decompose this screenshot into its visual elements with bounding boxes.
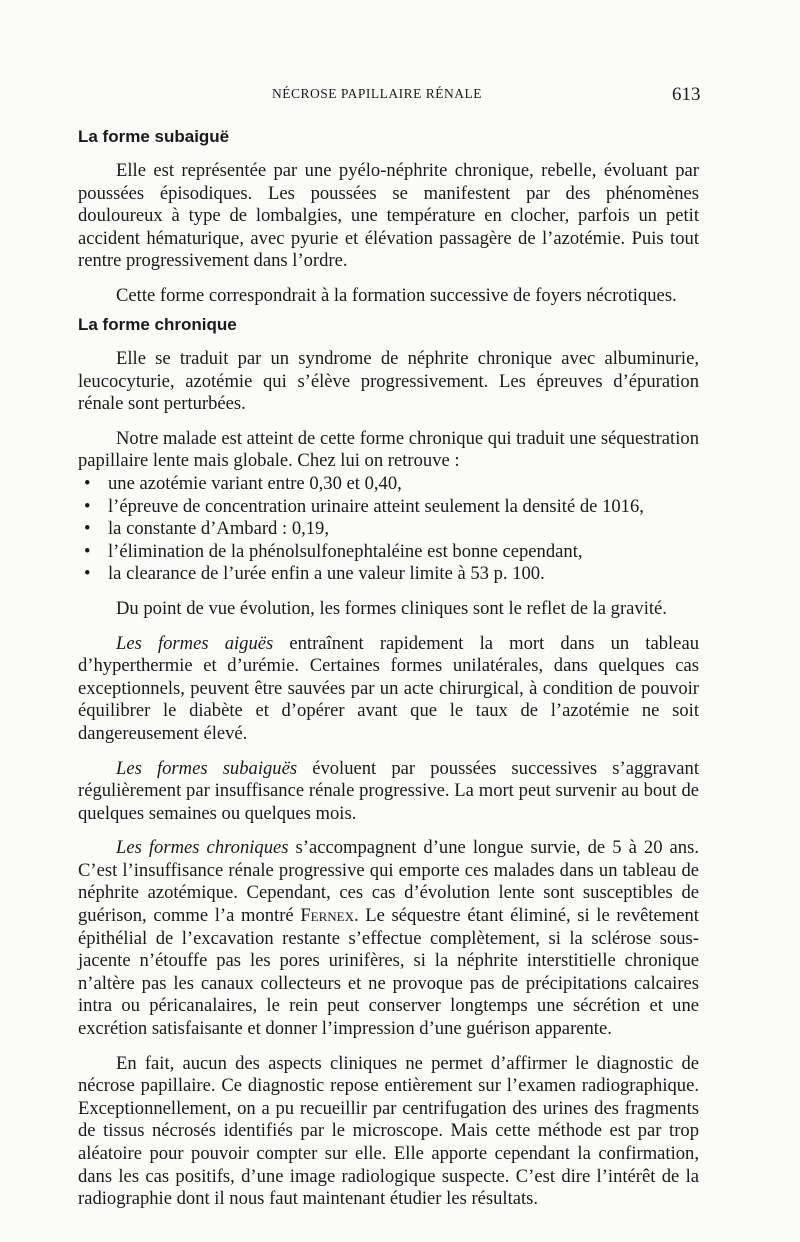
section-body-subaigue (78, 160, 699, 308)
section-heading-chronique: La forme chronique (78, 315, 237, 334)
bullet-icon: • (84, 540, 91, 562)
bullet-icon: • (84, 518, 91, 540)
paragraph-conclusion: En fait, aucun des aspects cliniques ne permet d’affirmer le diagnostic de nécrose papillaire. Ce diagnostic repose entièrement sur l’examen radiographique. Exceptionnellement, on a pu recueillir par centrifugation des urines des fragments de tissus nécrosés identifiés par le microscope. Mais cette méthode est par trop aléatoire pour pouvoir compter sur elle. Elle apporte cependant la confirmation, dans les cas positifs, d’une image radiologique suspecte. C’est dire l’intérêt de la radiographie dont il nous faut maintenant étudier les résultats. (78, 1052, 699, 1210)
list-item: • l’élimination de la phénolsulfonephtaléine est bonne cependant, (84, 540, 583, 562)
paragraph-formes-chroniques: Les formes chroniques s’accompagnent d’une longue survie, de 5 à 20 ans. C’est l’insuffisance rénale progressive qui emporte ces malades dans un tableau de néphrite azotémique. Cependant, ces cas d’évolution lente sont susceptibles de guérison, comme l’a montré Fernex. Le séquestre étant éliminé, si le revêtement épithélial de l’excavation restante s’effectue complètement, si la sclérose sous-jacente n’étouffe pas les pores urinifères, si la néphrite interstitielle chronique n’altère pas les canaux collecteurs et ne provoque pas de précipitations calcaires intra ou péricanalaires, le rein peut conserver longtemps une sécrétion et une excrétion satisfaisante et donner l’impression d’une guérison apparente. (78, 837, 699, 1040)
paragraph: Notre malade est atteint de cette forme chronique qui traduit une séquestration papillaire lente mais globale. Chez lui on retrouve : (78, 427, 699, 472)
paragraph-formes-aigues: Les formes aiguës entraînent rapidement la mort dans un tableau d’hyperthermie et d’urémie. Certaines formes unilatérales, dans quelques cas exceptionnels, peuvent être sauvées par un acte chirurgical, à condition de pouvoir équilibrer le diabète et d’opérer avant que le taux de l’azotémie ne soit dangereusement élevé. (78, 632, 699, 744)
list-item: • la constante d’Ambard : 0,19, (84, 518, 330, 540)
paragraph-evolution: Du point de vue évolution, les formes cliniques sont le reflet de la gravité. (116, 597, 667, 619)
bullet-icon: • (84, 472, 91, 494)
findings-list (78, 473, 699, 586)
bullet-icon: • (84, 495, 91, 517)
list-item: • une azotémie variant entre 0,30 et 0,40, (84, 472, 402, 494)
author-name: Fernex (300, 905, 354, 927)
running-title: NÉCROSE PAPILLAIRE RÉNALE (272, 86, 483, 101)
list-item: • l’épreuve de concentration urinaire atteint seulement la densité de 1016, (84, 495, 644, 517)
paragraph: Elle est représentée par une pyélo-néphrite chronique, rebelle, évoluant par poussées épisodiques. Les poussées se manifestent par des phénomènes douloureux à type de lombalgies, une température en clocher, parfois un petit accident hématurique, avec pyurie et élévation passagère de l’azotémie. Puis tout rentre progressivement dans l’ordre. (78, 160, 699, 272)
list-item: • la clearance de l’urée enfin a une valeur limite à 53 p. 100. (84, 563, 545, 585)
paragraph-formes-subaigues: Les formes subaiguës évoluent par poussées successives s’aggravant régulièrement par insuffisance rénale progressive. La mort peut survenir au bout de quelques semaines ou quelques mois. (78, 757, 700, 824)
page-number: 613 (672, 84, 701, 105)
bullet-icon: • (84, 563, 91, 585)
paragraph: Cette forme correspondrait à la formation successive de foyers nécrotiques. (116, 284, 677, 306)
section-heading-subaigue: La forme subaiguë (78, 127, 230, 146)
section-body-chronique (78, 348, 699, 1211)
paragraph: Elle se traduit par un syndrome de néphrite chronique avec albuminurie, leucocyturie, azotémie qui s’élève progressivement. Les épreuves d’épuration rénale sont perturbées. (78, 348, 699, 415)
